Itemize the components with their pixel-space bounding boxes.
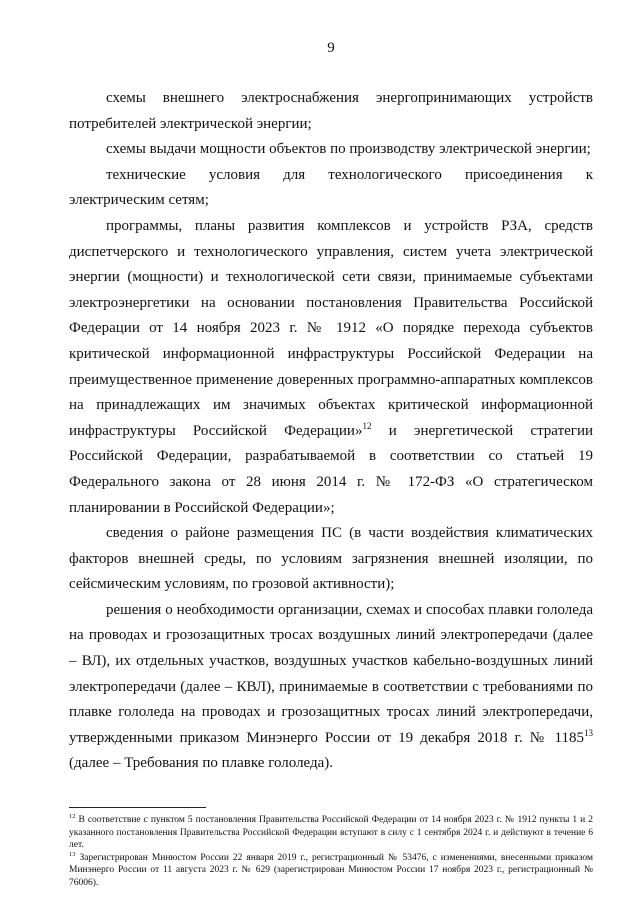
paragraph-substation-site-info [69, 521, 593, 598]
page-number: 9 [327, 40, 335, 56]
paragraph-text: технические условия для технологического присоединения к электрическим сетям; [69, 166, 593, 209]
footnote-ref-12[interactable]: 12 [362, 420, 372, 431]
footnote-13 [69, 852, 593, 890]
paragraph-power-output-schemes [69, 137, 593, 163]
footnote-number: 12 [69, 813, 76, 821]
paragraph-text: решения о необходимости организации, схемах и способах плавки гололеда на проводах и грозозащитных тросах воздушных линий электропередачи (далее – ВЛ), их отдельных участков, воздушных участков кабельно-воздушных линий электропередачи (далее – КВЛ), принимаемые в соответствии с требованиями по плавке гололеда на проводах и грозозащитных тросах линий электропередачи, утвержденными приказом Минэнерго России от 19 декабря 2018 г. № 1185 [69, 601, 593, 746]
paragraph-text: сведения о районе размещения ПС (в части воздействия климатических факторов внешней среды, по условиям загрязнения внешней изоляции, по сейсмическим условиям, по грозовой активности); [69, 525, 593, 593]
paragraph-text: схемы выдачи мощности объектов по производству электрической энергии; [106, 141, 591, 158]
footnote-text: В соответствие с пунктом 5 постановления Правительства Российской Федерации от 14 ноября 2023 г. № 1912 пункты 1 и 2 указанного постановления Правительства Российской Федерации вступают в силу с 1 сентября 2024 г. и действуют в течение 6 лет. [69, 815, 593, 851]
footnote-separator [69, 807, 206, 808]
paragraph-text-tail: и энергетической стратегии Российской Федерации, разрабатываемой в соответствии со статьей 19 Федерального закона от 28 июня 2014 г. № 172-ФЗ «О стратегическом планировании в Российской Федерации»; [69, 422, 594, 516]
footnote-number: 13 [69, 850, 76, 858]
paragraph-technical-conditions [69, 163, 593, 214]
footnote-ref-13[interactable]: 13 [584, 727, 593, 738]
paragraph-development-programs [69, 214, 593, 521]
footnote-12 [69, 814, 593, 852]
paragraph-external-power-schemes [69, 86, 593, 137]
paragraph-ice-melting-decisions [69, 598, 593, 777]
footnote-text: Зарегистрирован Минюстом России 22 января 2019 г., регистрационный № 53476, с изменениями, внесенными приказом Минэнерго России от 11 августа 2023 г. № 629 (зарегистрирован Минюстом России 17 ноября 2023 г., регистрационный № 76006). [69, 852, 593, 888]
paragraph-text: программы, планы развития комплексов и устройств РЗА, средств диспетчерского и технологического управления, систем учета электрической энергии (мощности) и технологической сети связи, принимаемые субъектами электроэнергетики на основании постановления Правительства Российской Федерации от 14 ноября 2023 г. № 1912 «О порядке перехода субъектов критической информационной инфраструктуры Российской Федерации на преимущественное применение доверенных программно-аппаратных комплексов на принадлежащих им значимых объектах критической информационной инфраструктуры Российской Федерации» [69, 217, 593, 439]
paragraph-text: схемы внешнего электроснабжения энергопринимающих устройств потребителей электрической энергии; [69, 90, 593, 132]
paragraph-text-tail: (далее – Требования по плавке гололеда). [69, 755, 334, 772]
